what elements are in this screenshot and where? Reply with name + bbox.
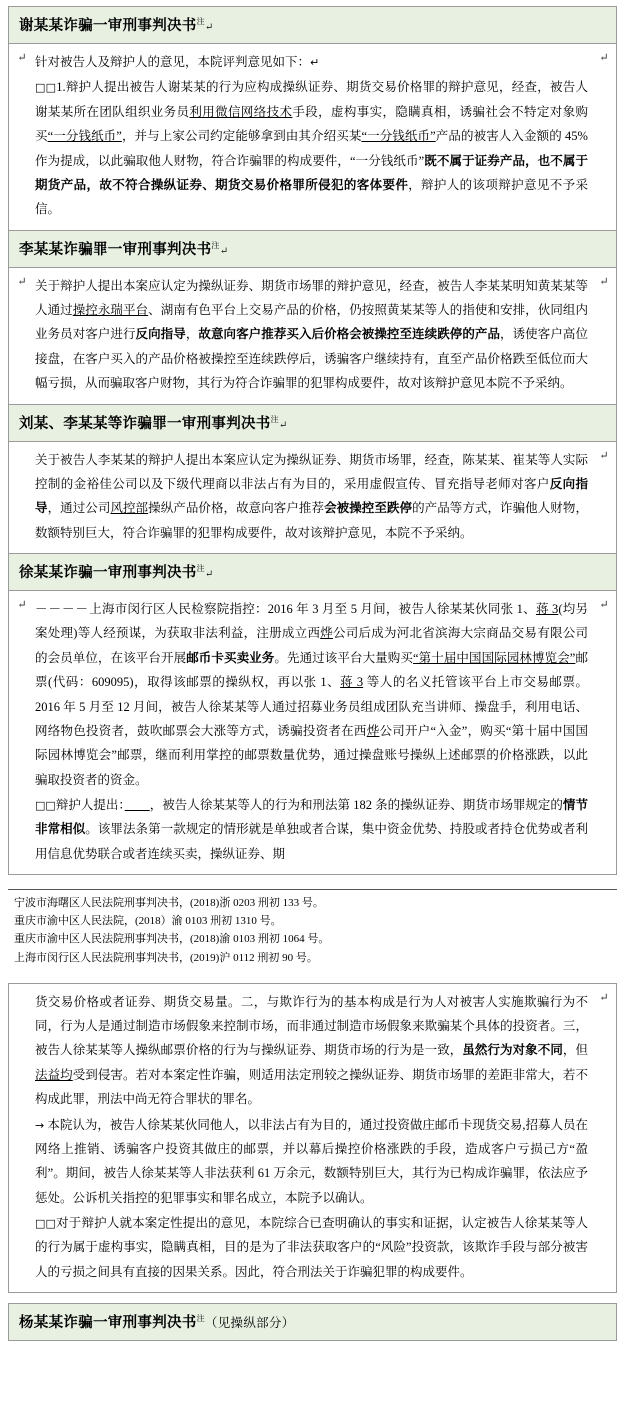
judgment-body-liu-li xyxy=(9,442,616,554)
right-gutter-mark: ↵ xyxy=(599,449,609,462)
section-gap xyxy=(8,1293,617,1303)
judgment-block-yang xyxy=(8,1303,617,1341)
judgment-text-liu-li xyxy=(35,442,592,554)
paragraph: 货交易价格或者证券、期货交易量。二，与欺诈行为的基本构成是行为人对被害人实施欺骗行为不同，行为人是通过制造市场假象来控制市场，而非通过制造市场假象来欺骗某个具体的投资者。三，被告人徐某某等人操纵邮票价格的行为与操纵证券、期货市场的行为是一致，虽然行为对象不同，但法益均受到侵害。若对本案定性诈骗，则适用法定刑较之操纵证券、期货市场罪的差距非常大，若不构成此罪，刑法中尚无符合罪状的罪名。 xyxy=(35,994,588,1107)
judgment-text-xu-continued xyxy=(35,984,592,1293)
footnote-marker: 注 xyxy=(196,17,205,27)
paragraph: → 本院认为，被告人徐某某伙同他人，以非法占有为目的，通过投资做庄邮币卡现货交易,招募人员在网络上推销、诱骗客户投资其做庄的邮票，并以幕后操控价格涨跌的手段，造成客户亏损己方“盈利”。期间，被告人徐某某等人非法获利 61 万余元，数额特别巨大，其行为已构成诈骗罪，依法应予惩处。公诉机关指控的犯罪事实和罪名成立，本院予以确认。 xyxy=(35,1117,588,1205)
footnote-item: 上海市闵行区人民法院刑事判决书，(2019)沪 0112 刑初 90 号。 xyxy=(14,951,318,964)
paragraph: 针对被告人及辩护人的意见，本院评判意见如下：↵ xyxy=(35,55,320,69)
judgment-title-xie xyxy=(9,7,616,44)
judgment-text-xu xyxy=(35,591,592,874)
footnote-marker: 注 xyxy=(270,414,279,424)
paragraph-mark: ↵ xyxy=(204,569,214,580)
left-gutter-mark xyxy=(9,442,35,554)
judgment-body-xu-continued xyxy=(9,984,616,1293)
paragraph: 关于辩护人提出本案应认定为操纵证券、期货市场罪的辩护意见，经查，被告人李某某明知黄某某等人通过操控永瑞平台、湖南有色平台上交易产品的价格，仍按照黄某某等人的指使和安排，伙同组内业务员对客户进行反向指导，故意向客户推荐买入后价格会被操控至连续跌停的产品，诱使客户高位接盘，在客户买入的产品价格被操控至连续跌停后，诱骗客户继续持有，直至产品价格跌至低位而大幅亏损，从而骗取客户财物，其行为符合诈骗罪的犯罪构成要件，故对该辩护意见本院不予采纳。 xyxy=(35,278,588,391)
judgment-body-xie xyxy=(9,44,616,230)
judgment-block-liu-li xyxy=(8,404,617,554)
paragraph: □□辩护人提出： ，被告人徐某某等人的行为和刑法第 182 条的操纵证券、期货市场罪规定的情节非常相似。该罪法条第一款规定的情形就是单独或者合谋，集中资金优势、持股或者持仓优势或者利用信息优势联合或者连续买卖，操纵证券、期 xyxy=(35,798,588,861)
paragraph: －－－－上海市闵行区人民检察院指控：2016 年 3 月至 5 月间，被告人徐某某伙同张 1、蒋 3(均另案处理)等人经预谋，为获取非法利益，注册成立西烨公司后成为河北省滨海大宗商品交易有限公司的会员单位，在该平台开展邮币卡买卖业务。先通过该平台大量购买“第十届中国国际园林博览会”邮票(代码：609095)，取得该邮票的操纵权，再以张 1、蒋 3 等人的名义托管该平台上市交易邮票。2016 年 5 月至 12 月间，被告人徐某某等人通过招募业务员组成团队充当讲师、操盘手，利用电话、网络物色投资者，鼓吹邮票会大涨等方式，诱骗投资者在西烨公司开户“入金”，购买“第十届中国国际园林博览会”邮票，继而利用掌控的邮票数量优势，通过操盘账号操纵上述邮票的价格涨跌，以此骗取投资者的资金。 xyxy=(35,602,588,787)
judgment-block-xu xyxy=(8,553,617,875)
footnote-marker: 注 xyxy=(211,240,220,250)
judgment-title-xu xyxy=(9,554,616,591)
title-text: 杨某某诈骗一审刑事判决书 xyxy=(19,1315,197,1332)
footnote-item: 宁波市海曙区人民法院刑事判决书，(2018)浙 0203 刑初 133 号。 xyxy=(14,897,324,910)
footnote-item: 重庆市渝中区人民法院，(2018）渝 0103 刑初 1310 号。 xyxy=(14,915,282,928)
judgment-body-li xyxy=(9,268,616,404)
left-gutter-mark: ↵ xyxy=(17,52,27,64)
paragraph-mark: ↵ xyxy=(204,22,214,33)
title-text: 谢某某诈骗一审刑事判决书 xyxy=(19,18,197,34)
paragraph: 关于被告人李某某的辩护人提出本案应认定为操纵证券、期货市场罪，经查，陈某某、崔某等人实际控制的金裕佳公司以及下级代理商以非法占有为目的，采用虚假宣传、冒充指导老师对客户反向指导，通过公司风控部操纵产品价格，故意向客户推荐会被操控至跌停的产品等方式，诈骗他人财物，数额特别巨大，符合诈骗罪的犯罪构成要件，故对该辩护意见，本院不予采纳。 xyxy=(35,452,588,540)
left-gutter-mark xyxy=(9,984,35,1293)
right-gutter-mark: ↵ xyxy=(599,275,609,288)
judgment-title-liu-li xyxy=(9,405,616,442)
paragraph-mark: ↵ xyxy=(219,245,229,257)
title-text: 刘某、李某某等诈骗罪一审刑事判决书 xyxy=(19,415,271,432)
paragraph: □□1.辩护人提出被告人谢某某的行为应构成操纵证券、期货交易价格罪的辩护意见，经查，被告人谢某某所在团队组织业务员利用微信网络技术手段，虚构事实，隐瞒真相，诱骗社会不特定对象购买“一分钱纸币”，并与上家公司约定能够拿到由其介绍买某“一分钱纸币”产品的被害人入金额的 45%作为提成，以此骗取他人财物，符合诈骗罪的构成要件，“一分钱纸币”既不属于证券产品，也不属于期货产品，故不符合操纵证券、期货交易价格罪所侵犯的客体要件，辩护人的该项辩护意见不予采信。 xyxy=(35,80,588,217)
right-gutter-mark: ↵ xyxy=(599,599,609,611)
judgment-block-xu-continued xyxy=(8,983,617,1294)
left-gutter-mark: ↵ xyxy=(17,599,27,611)
page-gap xyxy=(8,967,617,983)
title-text: 徐某某诈骗一审刑事判决书 xyxy=(19,565,197,581)
judgment-title-yang xyxy=(9,1304,616,1340)
judgment-text-li xyxy=(35,268,592,404)
paragraph: □□对于辩护人就本案定性提出的意见，本院综合已查明确认的事实和证据，认定被告人徐某某等人的行为属于虚构事实，隐瞒真相，目的是为了非法获取客户的“风险”投资款，该欺诈手段与部分被害人的亏损之间具有直接的因果关系。因此，符合刑法关于诈骗犯罪的构成要件。 xyxy=(35,1216,588,1279)
footnote-item: 重庆市渝中区人民法院刑事判决书，(2018)渝 0103 刑初 1064 号。 xyxy=(14,933,330,946)
paragraph-mark: ↵ xyxy=(278,419,288,431)
footnotes-section xyxy=(8,889,617,967)
judgment-title-li xyxy=(9,231,616,268)
title-suffix: （见操纵部分） xyxy=(204,1316,295,1331)
judgment-body-xu xyxy=(9,591,616,874)
judgment-block-xie xyxy=(8,6,617,230)
left-gutter-mark: ↵ xyxy=(17,275,27,288)
footnote-marker: 注 xyxy=(196,1314,205,1324)
right-gutter-mark: ↵ xyxy=(599,52,609,64)
judgment-text-xie xyxy=(35,44,592,230)
footnote-marker: 注 xyxy=(196,564,205,574)
judgment-block-li xyxy=(8,230,617,404)
title-text: 李某某诈骗罪一审刑事判决书 xyxy=(19,241,212,258)
right-gutter-mark: ↵ xyxy=(599,991,609,1004)
